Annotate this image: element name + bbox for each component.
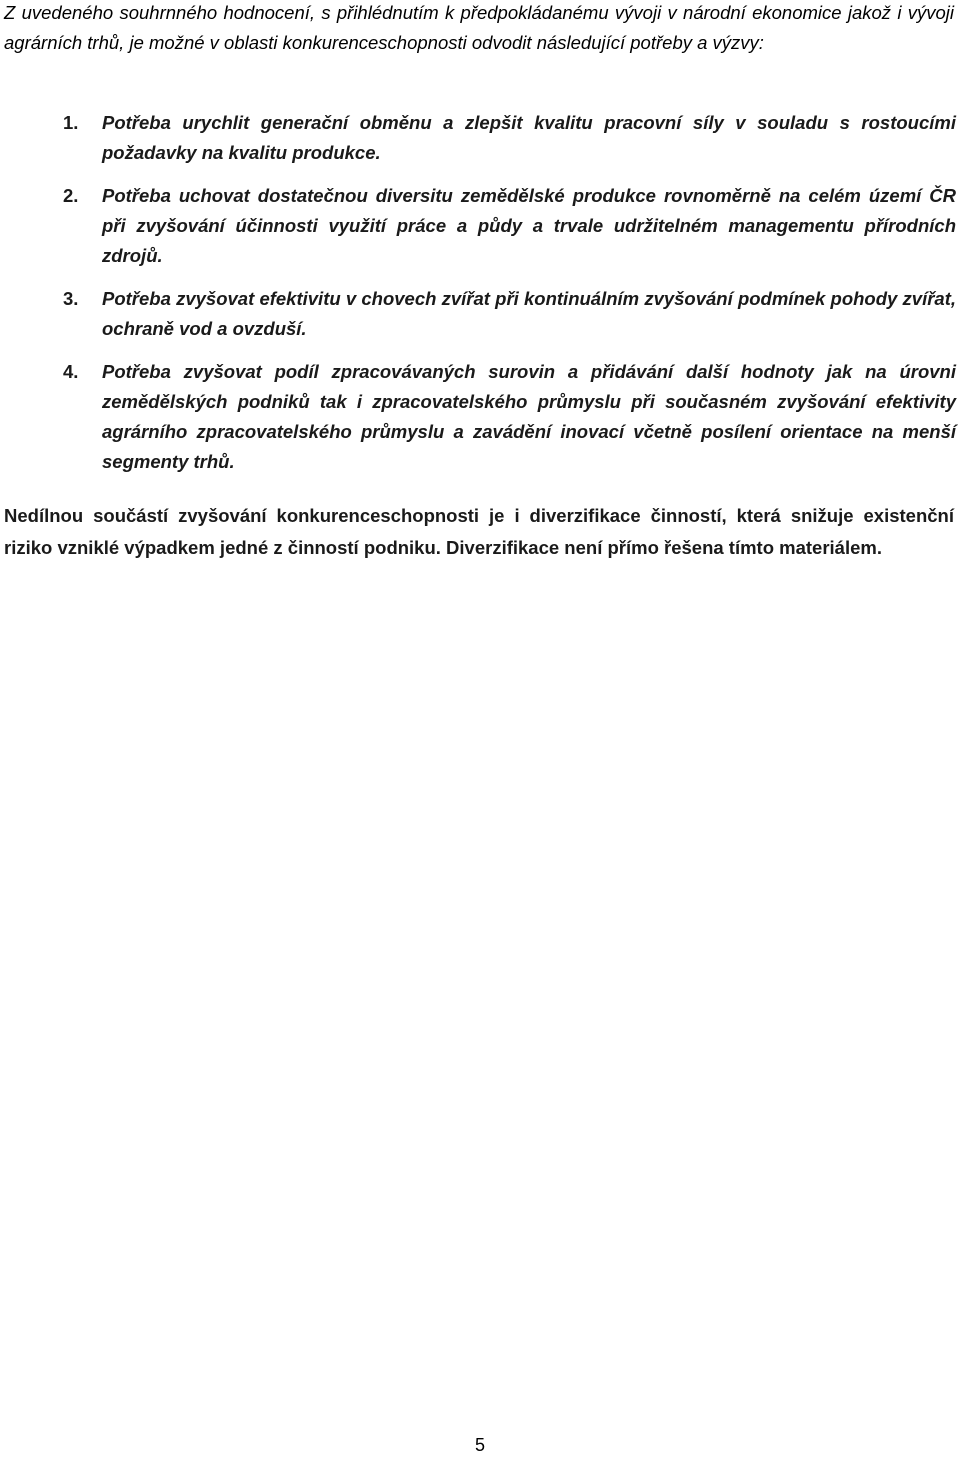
list-item-number: 4.	[63, 361, 79, 382]
list-item-text: Potřeba uchovat dostatečnou diversitu zemědělské produkce rovnoměrně na celém území ČR při zvyšování účinnosti využití práce a půdy a trvale udržitelném managementu přírodních zdrojů.	[102, 185, 956, 266]
needs-list	[0, 108, 956, 490]
list-item-text: Potřeba urychlit generační obměnu a zlepšit kvalitu pracovní síly v souladu s rostoucími požadavky na kvalitu produkce.	[102, 112, 956, 163]
list-item-number: 3.	[63, 288, 79, 309]
intro-paragraph: Z uvedeného souhrnného hodnocení, s přihlédnutím k předpokládanému vývoji v národní ekonomice jakož i vývoji agrárních trhů, je možné v oblasti konkurenceschopnosti odvodit následující potřeby a výzvy:	[4, 2, 954, 53]
list-item	[0, 284, 956, 344]
list-item	[0, 357, 956, 477]
list-item-number: 1.	[63, 112, 79, 133]
conclusion-paragraph: Nedílnou součástí zvyšování konkurenceschopnosti je i diverzifikace činností, která snižuje existenční riziko vzniklé výpadkem jedné z činností podniku. Diverzifikace není přímo řešena tímto materiálem.	[4, 505, 954, 558]
page-number-text: 5	[474, 1435, 485, 1455]
list-item-text: Potřeba zvyšovat efektivitu v chovech zvířat při kontinuálním zvyšování podmínek pohody zvířat, ochraně vod a ovzduší.	[102, 288, 956, 339]
list-item-text: Potřeba zvyšovat podíl zpracovávaných surovin a přidávání další hodnoty jak na úrovni zemědělských podniků tak i zpracovatelského průmyslu při současném zvyšování efektivity agrárního zpracovatelského průmyslu a zavádění inovací včetně posílení orientace na menší segmenty trhů.	[102, 361, 956, 472]
page-number	[0, 1434, 960, 1456]
list-item	[0, 181, 956, 271]
list-item-number: 2.	[63, 185, 79, 206]
list-item	[0, 108, 956, 168]
